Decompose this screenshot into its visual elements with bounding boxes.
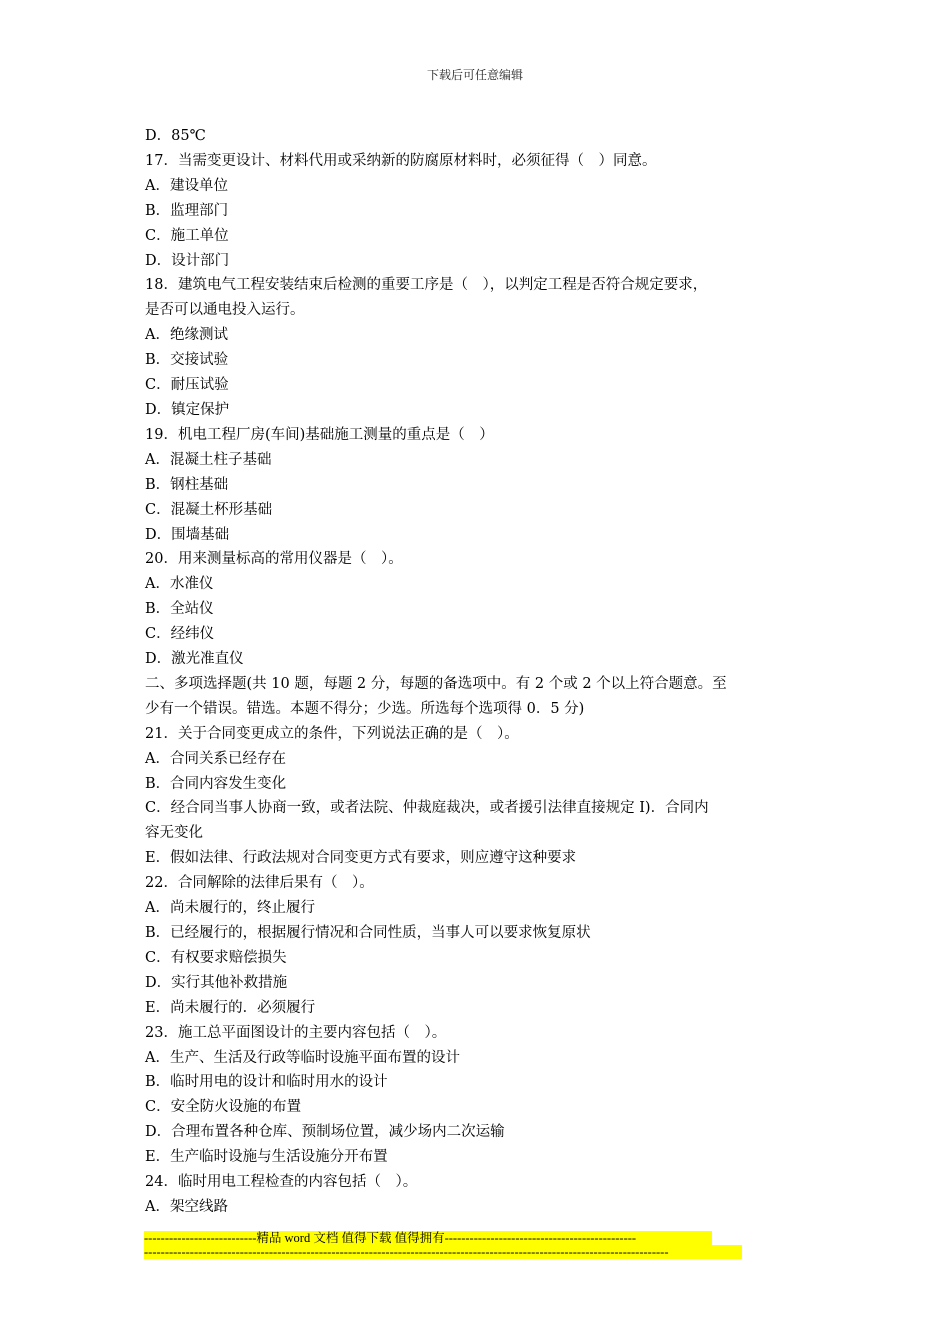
text-line: D．实行其他补救措施 [145, 974, 288, 991]
text-line: 24．临时用电工程检查的内容包括（ ）。 [145, 1174, 418, 1191]
text-line: C．混凝土杯形基础 [145, 501, 273, 518]
text-line: E．尚未履行的．必须履行 [145, 999, 316, 1016]
text-line: 22．合同解除的法律后果有（ ）。 [145, 875, 374, 892]
text-line: B．监理部门 [145, 202, 229, 219]
document-body [145, 124, 810, 1220]
text-line: 容无变化 [145, 825, 203, 842]
text-line: 是否可以通电投入运行。 [145, 302, 305, 319]
text-line: D．合理布置各种仓库、预制场位置，减少场内二次运输 [145, 1124, 505, 1141]
text-line: A．架空线路 [145, 1198, 228, 1215]
text-line: D．设计部门 [145, 252, 230, 269]
text-line: 少有一个错误。错选。本题不得分；少选。所选每个选项得 0．5 分) [145, 700, 585, 717]
text-line: C．经纬仪 [145, 626, 215, 643]
text-line: C．经合同当事人协商一致，或者法院、仲裁庭裁决，或者援引法律直接规定 I)．合同内 [145, 800, 709, 817]
text-line: D．85℃ [145, 128, 206, 144]
text-line: 二、多项选择题(共 10 题，每题 2 分，每题的备选项中。有 2 个或 2 个以上符合题意。至 [145, 675, 727, 692]
text-line: A．生产、生活及行政等临时设施平面布置的设计 [145, 1049, 460, 1066]
page-header: 下载后可任意编辑 [426, 68, 523, 82]
text-line: B．临时用电的设计和临时用水的设计 [145, 1074, 388, 1091]
footer-banner [144, 1231, 742, 1259]
text-line: B．已经履行的，根据履行情况和合同性质，当事人可以要求恢复原状 [145, 925, 591, 941]
text-line: A．建设单位 [145, 177, 228, 194]
text-line: B．交接试验 [145, 352, 229, 369]
text-line: C．安全防火设施的布置 [145, 1099, 302, 1116]
text-line: 19．机电工程厂房(车间)基础施工测量的重点是（ ） [145, 426, 494, 443]
text-line: A．尚未履行的，终止履行 [145, 900, 315, 917]
text-line: A．水准仪 [145, 576, 214, 593]
text-line: D．镇定保护 [145, 401, 230, 418]
text-line: A．合同关系已经存在 [145, 750, 286, 767]
text-line: C．施工单位 [145, 227, 229, 244]
text-line: B．全站仪 [145, 601, 214, 618]
text-line: A．混凝土柱子基础 [145, 451, 272, 468]
text-line: 18．建筑电气工程安装结束后检测的重要工序是（ ），以判定工程是否符合规定要求， [145, 277, 708, 294]
text-line: 23．施工总平面图设计的主要内容包括（ ）。 [145, 1024, 447, 1041]
footer-divider: ------------------------------------------------------------------------------------------------------------------------------ [144, 1245, 742, 1259]
text-line: D．围墙基础 [145, 526, 230, 543]
text-line: B．钢柱基础 [145, 476, 229, 493]
text-line: 20．用来测量标高的常用仪器是（ ）。 [145, 551, 403, 568]
text-line: A．绝缘测试 [145, 327, 228, 344]
text-line: 21．关于合同变更成立的条件，下列说法正确的是（ ）。 [145, 725, 519, 742]
text-line: E．生产临时设施与生活设施分开布置 [145, 1149, 388, 1166]
text-line: C．耐压试验 [145, 377, 229, 394]
text-line: B．合同内容发生变化 [145, 775, 287, 792]
text-line: C．有权要求赔偿损失 [145, 949, 287, 966]
footer-promo-text: ---------------------------精品 word 文档 值得下载 值得拥有---------------------------------------------- [144, 1231, 712, 1245]
text-line: 17．当需变更设计、材料代用或采纳新的防腐原材料时，必须征得（ ）同意。 [145, 152, 657, 169]
text-line: D．激光准直仪 [145, 651, 244, 668]
text-line: E．假如法律、行政法规对合同变更方式有要求，则应遵守这种要求 [145, 850, 577, 867]
